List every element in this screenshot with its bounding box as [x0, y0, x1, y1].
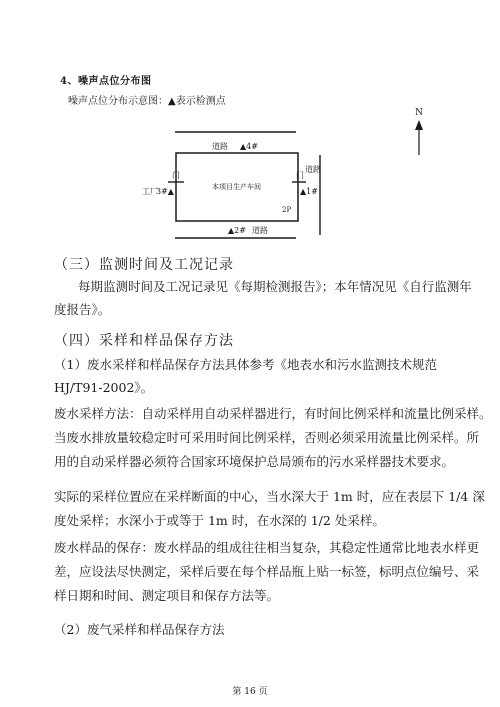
- road-top-label: 道路: [212, 142, 228, 151]
- diagram-caption: 噪声点位分布示意图：▲表示检测点: [68, 96, 226, 107]
- center-label: 本项目生产车间: [212, 183, 261, 191]
- section-3-title: （三）监测时间及工况记录: [54, 257, 234, 273]
- gate-right-label: 门: [296, 171, 304, 180]
- point-4-label: ▲4#: [240, 142, 258, 151]
- sampling-position-line-1: 实际的采样位置应在采样断面的中心，当水深大于 1m 时，应在表层下 1/4 深: [54, 489, 485, 504]
- sampling-position-line-2: 度处采样；水深小于或等于 1m 时，在水深的 1/2 处采样。: [54, 513, 385, 528]
- gate-left-label: 门: [172, 171, 180, 180]
- item-2-title: （2）废气采样和样品保存方法: [54, 622, 225, 637]
- sample-storage-line-1: 废水样品的保存：废水样品的组成往往相当复杂，其稳定性通常比地表水样更: [54, 540, 480, 555]
- point-2-label: ▲2#: [228, 226, 246, 235]
- item-1-line-1: （1）废水采样和样品保存方法具体参考《地表水和污水监测技术规范: [54, 357, 437, 372]
- wastewater-sampling-line-1: 废水采样方法：自动采样用自动采样器进行，有时间比例采样和流量比例采样。: [54, 406, 492, 421]
- section-3-line-2: 度报告》。: [54, 302, 111, 317]
- wastewater-sampling-line-3: 用的自动采样器必须符合国家环境保护总局颁布的污水采样器技术要求。: [54, 454, 455, 469]
- point-2p-label: 2P: [282, 206, 292, 214]
- wastewater-sampling-line-2: 当废水排放量较稳定时可采用时间比例采样，否则必须采用流量比例采样。所: [54, 430, 480, 445]
- section-4-title: （四）采样和样品保存方法: [54, 333, 234, 349]
- factory-label: 工厂: [142, 187, 158, 196]
- road-right-label: 道路: [305, 165, 321, 174]
- page-number: 第 16 页: [232, 687, 268, 697]
- section-heading-noise-map: 4、噪声点位分布图: [60, 76, 152, 87]
- item-1-line-2: HJ/T91-2002》。: [54, 380, 154, 395]
- section-3-line-1: 每期监测时间及工况记录见《每期检测报告》；本年情况见《自行监测年: [78, 279, 472, 294]
- point-1-label: ▲1#: [300, 187, 318, 196]
- north-arrow-head: [415, 120, 423, 130]
- noise-point-diagram: [0, 0, 500, 260]
- road-bottom-label: 道路: [252, 226, 268, 235]
- sample-storage-line-3: 样日期和时间、测定项目和保存方法等。: [54, 588, 280, 603]
- point-3-label: 3#▲: [156, 187, 174, 196]
- north-label: N: [415, 108, 423, 118]
- sample-storage-line-2: 差，应设法尽快测定，采样后要在每个样品瓶上贴一标签，标明点位编号、采: [54, 564, 480, 579]
